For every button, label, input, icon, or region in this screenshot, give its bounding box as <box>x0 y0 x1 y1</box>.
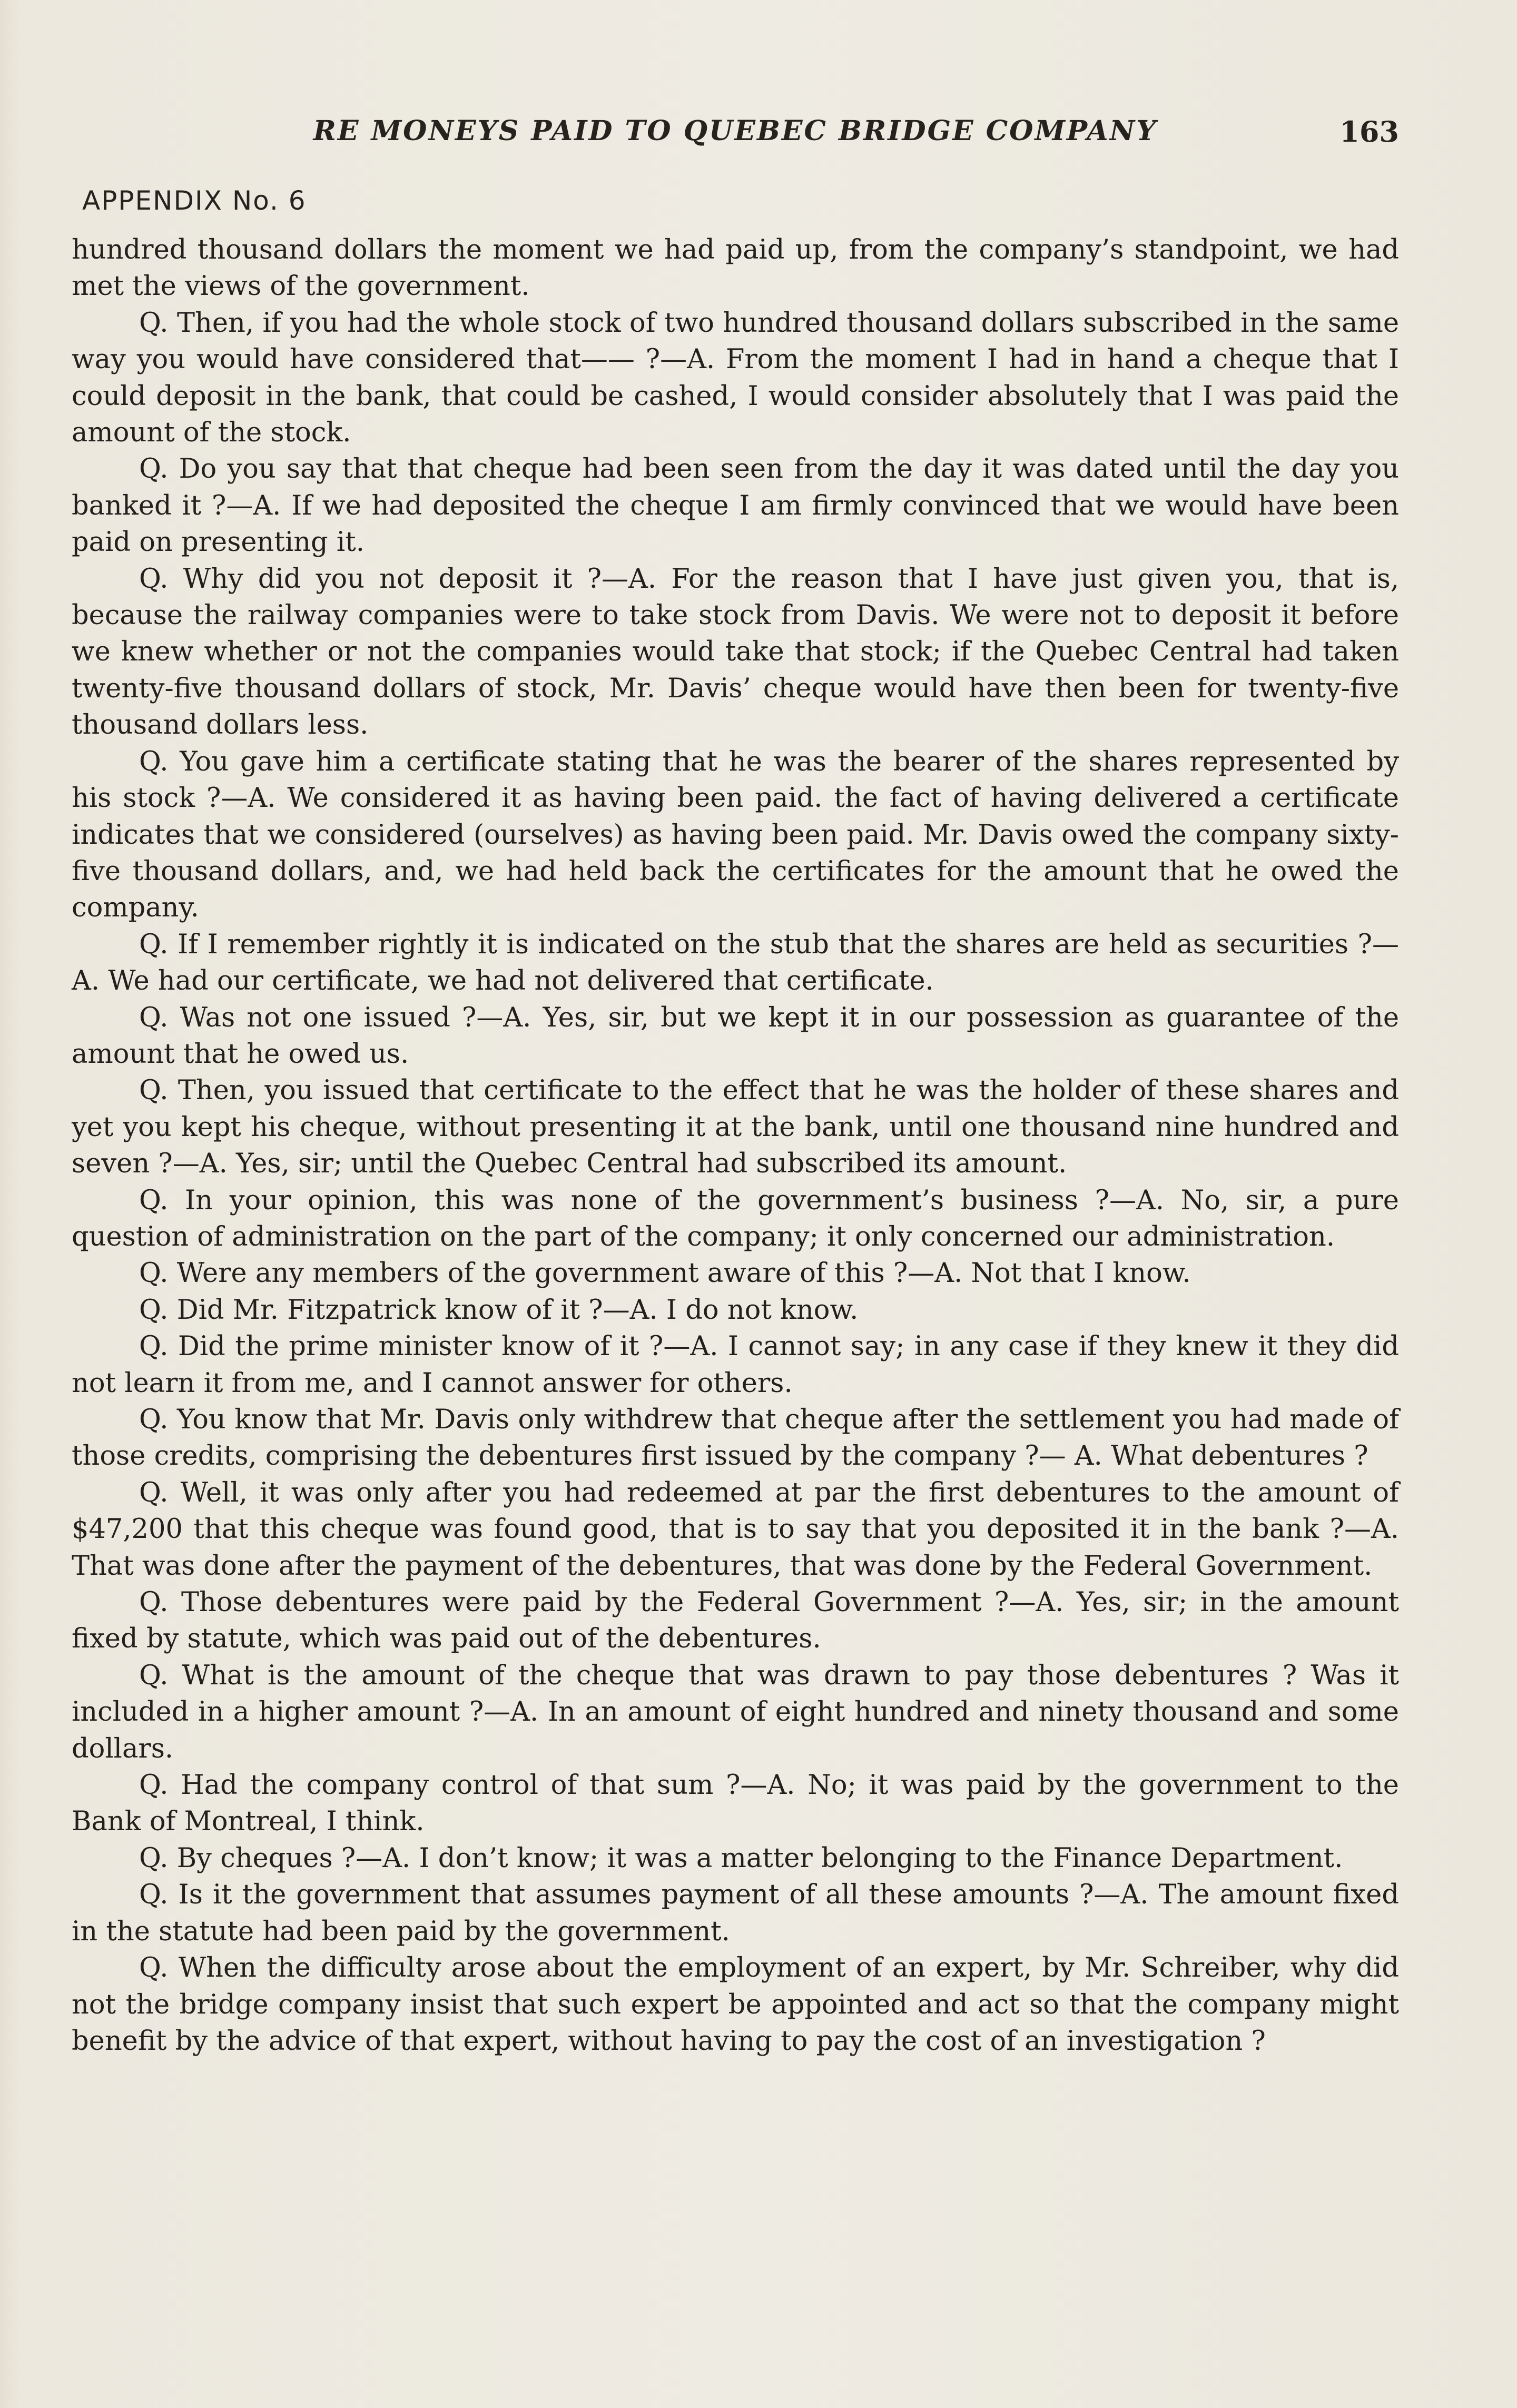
paragraph: Q. Were any members of the government aware of this ?—A. Not that I know. <box>139 1258 1191 1289</box>
paragraph: hundred thousand dollars the moment we had paid up, from the company’s standpoint, we had met the views of the government. <box>72 234 1399 302</box>
paragraph: Q. Then, if you had the whole stock of two hundred thousand dollars subscribed in the same way you would have considered that—— ?—A. From the moment I had in hand a cheque that I could deposit in the bank, that could be cashed, I would consider absolutely that I was paid the amount of the stock. <box>72 307 1399 449</box>
paragraph: Q. Did the prime minister know of it ?—A. I cannot say; in any case if they knew it they did not learn it from me, and I cannot answer for others. <box>72 1331 1399 1399</box>
paragraph: Q. You know that Mr. Davis only withdrew that cheque after the settlement you had made of those credits, comprising the debentures first issued by the company ?— A. What debentures ? <box>72 1404 1399 1472</box>
paragraph: Q. Was not one issued ?—A. Yes, sir, but we kept it in our possession as guarantee of the amount that he owed us. <box>72 1002 1399 1070</box>
paragraph: Q. Well, it was only after you had redeemed at par the first debentures to the amount of $47,200 that this cheque was found good, that is to say that you deposited it in the bank ?—A. That was done after the payment of the debentures, that was done by the Federal Government. <box>72 1477 1399 1582</box>
paragraph: Q. You gave him a certificate stating that he was the bearer of the shares represented by his stock ?—A. We considered it as having been paid. the fact of having delivered a certificate indicates that we considered (ourselves) as having been paid. Mr. Davis owed the company sixty-five thousand dollars, and, we had held back the certificates for the amount that he owed the company. <box>72 746 1399 924</box>
page-number: 163 <box>1339 115 1399 149</box>
paragraph: Q. Why did you not deposit it ?—A. For the reason that I have just given you, that is, because the railway companies were to take stock from Davis. We were not to deposit it before we knew whether or not the companies would take that stock; if the Quebec Central had taken twenty-five thousand dollars of stock, Mr. Davis’ cheque would have then been for twenty-five thousand dollars less. <box>72 563 1399 741</box>
document-body <box>72 232 1399 2059</box>
paragraph: Q. Do you say that that cheque had been seen from the day it was dated until the day you banked it ?—A. If we had deposited the cheque I am firmly convinced that we would have been paid on presenting it. <box>72 453 1399 558</box>
paragraph: Q. Then, you issued that certificate to the effect that he was the holder of these shares and yet you kept his cheque, without presenting it at the bank, until one thousand nine hundred and seven ?—A. Yes, sir; until the Quebec Central had subscribed its amount. <box>72 1075 1399 1180</box>
paragraph: Q. Those debentures were paid by the Federal Government ?—A. Yes, sir; in the amount fixed by statute, which was paid out of the debentures. <box>72 1587 1399 1655</box>
paragraph: Q. In your opinion, this was none of the government’s business ?—A. No, sir, a pure question of administration on the part of the company; it only concerned our administration. <box>72 1185 1399 1252</box>
paragraph: Q. Is it the government that assumes payment of all these amounts ?—A. The amount fixed in the statute had been paid by the government. <box>72 1879 1399 1947</box>
running-head: RE MONEYS PAID TO QUEBEC BRIDGE COMPANY <box>313 115 1158 147</box>
paragraph: Q. If I remember rightly it is indicated on the stub that the shares are held as securities ?—A. We had our certificate, we had not delivered that certificate. <box>72 929 1399 997</box>
paragraph: Q. Did Mr. Fitzpatrick know of it ?—A. I do not know. <box>139 1294 859 1326</box>
appendix-label: APPENDIX No. 6 <box>82 185 307 216</box>
page-header <box>72 115 1399 162</box>
paragraph: Q. Had the company control of that sum ?—A. No; it was paid by the government to the Bank of Montreal, I think. <box>72 1770 1399 1838</box>
paragraph: Q. What is the amount of the cheque that was drawn to pay those debentures ? Was it included in a higher amount ?—A. In an amount of eight hundred and ninety thousand and some dollars. <box>72 1660 1399 1764</box>
paragraph: Q. When the difficulty arose about the employment of an expert, by Mr. Schreiber, why did not the bridge company insist that such expert be appointed and act so that the company might benefit by the advice of that expert, without having to pay the cost of an investigation ? <box>72 1952 1399 2057</box>
paragraph: Q. By cheques ?—A. I don’t know; it was a matter belonging to the Finance Department. <box>139 1842 1343 1874</box>
